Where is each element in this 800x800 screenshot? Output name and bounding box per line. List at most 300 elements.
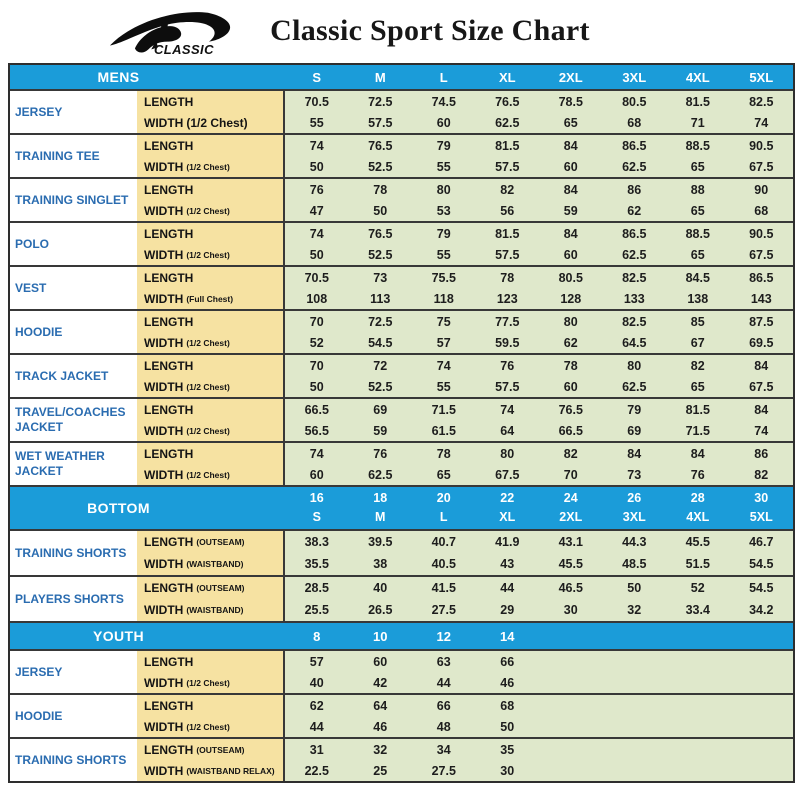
brand-wordmark: CLASSIC (154, 42, 214, 57)
product-group (10, 529, 793, 575)
size-value: 50 (476, 716, 540, 737)
size-column-header: S (312, 69, 322, 85)
size-column-header: 18 M (373, 491, 388, 524)
size-value: 52.5 (349, 376, 413, 397)
size-value: 67.5 (730, 376, 794, 397)
size-value: 63 (412, 651, 476, 672)
size-value: 44 (412, 672, 476, 693)
size-column-header: 28 4XL (686, 491, 710, 524)
size-value: 82.5 (603, 267, 667, 288)
size-value: 73 (349, 267, 413, 288)
size-column-header: 24 2XL (559, 491, 583, 524)
size-value: 55 (412, 244, 476, 265)
size-value: 143 (730, 288, 794, 309)
size-value (539, 739, 603, 760)
product-name: VEST (15, 280, 47, 295)
size-value: 80 (603, 355, 667, 376)
measure-label: WIDTH (WAISTBAND) (137, 553, 285, 575)
size-value (666, 760, 730, 781)
size-value: 84 (666, 443, 730, 464)
size-value: 46.5 (539, 577, 603, 599)
size-column-header: 30 5XL (749, 491, 773, 524)
size-value (666, 695, 730, 716)
size-value: 72.5 (349, 91, 413, 112)
size-value: 66 (476, 651, 540, 672)
measure-label: LENGTH (137, 179, 285, 200)
size-value: 65 (666, 156, 730, 177)
measure-label: LENGTH (137, 267, 285, 288)
size-column-header: 20 L (436, 491, 451, 524)
size-value: 74 (285, 135, 349, 156)
size-value: 55 (412, 376, 476, 397)
size-value: 41.5 (412, 577, 476, 599)
size-value: 54.5 (730, 577, 794, 599)
size-value: 59.5 (476, 332, 540, 353)
size-value: 62.5 (603, 244, 667, 265)
size-value: 76.5 (476, 91, 540, 112)
measure-label: LENGTH (OUTSEAM) (137, 577, 285, 599)
size-column-header: 26 3XL (622, 491, 646, 524)
size-value: 57 (285, 651, 349, 672)
size-value (666, 651, 730, 672)
size-value: 113 (349, 288, 413, 309)
size-value: 81.5 (476, 135, 540, 156)
size-value: 70.5 (285, 91, 349, 112)
size-value: 79 (603, 399, 667, 420)
size-value: 50 (285, 376, 349, 397)
product-group (10, 575, 793, 621)
size-value: 44 (285, 716, 349, 737)
product-group (10, 693, 793, 737)
size-column-header: 22 XL (499, 491, 516, 524)
size-value: 35 (476, 739, 540, 760)
measure-label: WIDTH (1/2 Chest) (137, 716, 285, 737)
size-value: 62 (285, 695, 349, 716)
size-value: 57.5 (476, 376, 540, 397)
size-value (666, 716, 730, 737)
size-value: 42 (349, 672, 413, 693)
product-group (10, 89, 793, 133)
size-value: 84 (539, 135, 603, 156)
size-column-header: XL (498, 69, 516, 85)
size-value: 138 (666, 288, 730, 309)
size-value (666, 672, 730, 693)
size-value: 43 (476, 553, 540, 575)
size-value: 76 (349, 443, 413, 464)
size-value: 128 (539, 288, 603, 309)
size-value: 76 (476, 355, 540, 376)
size-value: 76.5 (349, 135, 413, 156)
size-value: 54.5 (349, 332, 413, 353)
size-value: 30 (476, 760, 540, 781)
size-value: 27.5 (412, 760, 476, 781)
size-value (730, 672, 794, 693)
product-group (10, 133, 793, 177)
size-value: 31 (285, 739, 349, 760)
size-value: 25.5 (285, 599, 349, 621)
size-value: 52.5 (349, 156, 413, 177)
measure-label: LENGTH (137, 355, 285, 376)
size-value: 70 (539, 464, 603, 485)
size-value (539, 672, 603, 693)
size-value: 40 (285, 672, 349, 693)
size-value: 77.5 (476, 311, 540, 332)
size-value: 61.5 (412, 420, 476, 441)
measure-label: LENGTH (137, 695, 285, 716)
section-title-youth: YOUTH (93, 628, 144, 644)
section-title-mens: MENS (97, 69, 140, 85)
size-value: 62.5 (349, 464, 413, 485)
size-value: 84 (603, 443, 667, 464)
size-value: 68 (476, 695, 540, 716)
size-value: 71 (666, 112, 730, 133)
size-value: 52 (285, 332, 349, 353)
size-value: 54.5 (730, 553, 794, 575)
size-value: 51.5 (666, 553, 730, 575)
size-value: 82 (730, 464, 794, 485)
size-value: 90.5 (730, 223, 794, 244)
size-value: 70 (285, 355, 349, 376)
product-group (10, 221, 793, 265)
size-value: 69.5 (730, 332, 794, 353)
size-column-header (603, 623, 667, 649)
size-value: 60 (285, 464, 349, 485)
size-value: 25 (349, 760, 413, 781)
size-value: 74 (412, 355, 476, 376)
size-value: 78.5 (539, 91, 603, 112)
size-value: 71.5 (412, 399, 476, 420)
size-value: 67.5 (730, 156, 794, 177)
size-value: 78 (349, 179, 413, 200)
size-value: 40.7 (412, 531, 476, 553)
size-value: 35.5 (285, 553, 349, 575)
size-value: 57.5 (349, 112, 413, 133)
size-column-header: 3XL (622, 69, 647, 85)
size-value: 62.5 (476, 112, 540, 133)
product-name: JERSEY (15, 104, 63, 119)
size-column-header: 14 (500, 628, 515, 644)
measure-label: WIDTH (1/2 Chest) (137, 200, 285, 221)
size-value: 78 (476, 267, 540, 288)
measure-label: LENGTH (137, 651, 285, 672)
size-value: 88 (666, 179, 730, 200)
size-value: 80 (412, 179, 476, 200)
size-value: 34 (412, 739, 476, 760)
size-value: 39.5 (349, 531, 413, 553)
masthead (0, 0, 800, 63)
size-value: 86.5 (730, 267, 794, 288)
product-group (10, 265, 793, 309)
size-value: 74 (730, 420, 794, 441)
size-value: 52 (666, 577, 730, 599)
size-column-header: 5XL (749, 69, 774, 85)
size-value: 66.5 (539, 420, 603, 441)
size-value: 50 (603, 577, 667, 599)
product-name: HOODIE (15, 708, 63, 723)
size-column-header: 12 (436, 628, 451, 644)
size-value (730, 651, 794, 672)
product-name: TRAINING SHORTS (15, 752, 127, 767)
product-name: PLAYERS SHORTS (15, 591, 124, 606)
size-value: 30 (539, 599, 603, 621)
size-value: 82.5 (730, 91, 794, 112)
size-value: 40.5 (412, 553, 476, 575)
size-value: 62.5 (603, 376, 667, 397)
size-value: 56.5 (285, 420, 349, 441)
size-value: 48.5 (603, 553, 667, 575)
size-value (730, 695, 794, 716)
size-column-header: 16 S (309, 491, 324, 524)
size-value: 74 (476, 399, 540, 420)
size-column-header: 4XL (685, 69, 710, 85)
product-name: POLO (15, 236, 50, 251)
size-value: 53 (412, 200, 476, 221)
size-value: 76.5 (539, 399, 603, 420)
size-value: 44 (476, 577, 540, 599)
size-value: 133 (603, 288, 667, 309)
size-value: 33.4 (666, 599, 730, 621)
size-column-header: 2XL (558, 69, 583, 85)
size-value: 74 (285, 443, 349, 464)
product-group (10, 737, 793, 781)
size-value (603, 651, 667, 672)
size-value: 70.5 (285, 267, 349, 288)
size-value: 65 (412, 464, 476, 485)
size-value: 60 (412, 112, 476, 133)
size-value: 80 (476, 443, 540, 464)
size-value: 80.5 (603, 91, 667, 112)
product-name: TRAVEL/COACHES JACKET (15, 405, 126, 434)
size-value: 108 (285, 288, 349, 309)
size-value: 59 (539, 200, 603, 221)
section-header-youth (10, 621, 793, 649)
size-value: 38.3 (285, 531, 349, 553)
size-value (539, 695, 603, 716)
size-value: 45.5 (666, 531, 730, 553)
size-value (603, 672, 667, 693)
size-value: 78 (412, 443, 476, 464)
size-column-header (539, 623, 603, 649)
size-value: 86.5 (603, 223, 667, 244)
size-value: 68 (730, 200, 794, 221)
size-value: 71.5 (666, 420, 730, 441)
size-value (603, 739, 667, 760)
size-value: 28.5 (285, 577, 349, 599)
size-value: 34.2 (730, 599, 794, 621)
size-value: 46.7 (730, 531, 794, 553)
page-title: Classic Sport Size Chart (270, 14, 590, 47)
size-value: 69 (603, 420, 667, 441)
section-header-mens (10, 65, 793, 89)
size-value (539, 760, 603, 781)
size-value: 50 (285, 244, 349, 265)
size-value: 64.5 (603, 332, 667, 353)
size-column-header: 10 (373, 628, 388, 644)
size-value: 88.5 (666, 223, 730, 244)
size-value: 67.5 (730, 244, 794, 265)
size-value: 67.5 (476, 464, 540, 485)
size-value (730, 739, 794, 760)
product-name: TRAINING SINGLET (15, 192, 129, 207)
size-value: 64 (349, 695, 413, 716)
size-value: 44.3 (603, 531, 667, 553)
size-value: 84 (539, 179, 603, 200)
size-value: 26.5 (349, 599, 413, 621)
measure-label: LENGTH (137, 135, 285, 156)
size-value: 60 (539, 156, 603, 177)
size-value: 82 (666, 355, 730, 376)
size-value (730, 760, 794, 781)
product-group (10, 397, 793, 441)
size-value: 72 (349, 355, 413, 376)
size-value: 62.5 (603, 156, 667, 177)
size-value: 47 (285, 200, 349, 221)
size-value: 65 (666, 244, 730, 265)
size-value: 123 (476, 288, 540, 309)
size-value: 76 (285, 179, 349, 200)
size-value: 57.5 (476, 244, 540, 265)
size-value: 68 (603, 112, 667, 133)
size-value: 64 (476, 420, 540, 441)
size-value: 62 (539, 332, 603, 353)
measure-label: WIDTH (1/2 Chest) (137, 464, 285, 485)
size-value: 48 (412, 716, 476, 737)
size-value: 74 (730, 112, 794, 133)
size-column-header (666, 623, 730, 649)
size-value: 56 (476, 200, 540, 221)
size-value: 60 (539, 244, 603, 265)
size-value: 46 (476, 672, 540, 693)
size-value (539, 716, 603, 737)
size-value: 74.5 (412, 91, 476, 112)
size-value: 86 (603, 179, 667, 200)
size-value: 84 (730, 399, 794, 420)
product-group (10, 649, 793, 693)
size-column-header: M (374, 69, 386, 85)
size-value: 88.5 (666, 135, 730, 156)
product-name: TRAINING TEE (15, 148, 100, 163)
size-value: 76 (666, 464, 730, 485)
size-value: 38 (349, 553, 413, 575)
size-value: 80 (539, 311, 603, 332)
size-value: 90.5 (730, 135, 794, 156)
size-value: 40 (349, 577, 413, 599)
size-value: 29 (476, 599, 540, 621)
measure-label: WIDTH (WAISTBAND) (137, 599, 285, 621)
size-value: 66 (412, 695, 476, 716)
product-name: WET WEATHER JACKET (15, 449, 105, 478)
size-value: 22.5 (285, 760, 349, 781)
size-value (666, 739, 730, 760)
size-value: 32 (349, 739, 413, 760)
size-value: 55 (412, 156, 476, 177)
product-group (10, 177, 793, 221)
size-value (539, 651, 603, 672)
size-value (603, 695, 667, 716)
product-name: JERSEY (15, 664, 63, 679)
size-value: 82 (539, 443, 603, 464)
measure-label: WIDTH (1/2 Chest) (137, 156, 285, 177)
size-value: 72.5 (349, 311, 413, 332)
size-value: 67 (666, 332, 730, 353)
size-value: 55 (285, 112, 349, 133)
size-value: 50 (285, 156, 349, 177)
measure-label: WIDTH (1/2 Chest) (137, 376, 285, 397)
size-value (603, 760, 667, 781)
size-value: 27.5 (412, 599, 476, 621)
size-value: 59 (349, 420, 413, 441)
measure-label: WIDTH (WAISTBAND RELAX) (137, 760, 285, 781)
measure-label: LENGTH (137, 311, 285, 332)
measure-label: WIDTH (1/2 Chest) (137, 244, 285, 265)
measure-label: WIDTH (1/2 Chest) (137, 332, 285, 353)
size-value: 87.5 (730, 311, 794, 332)
size-value: 75.5 (412, 267, 476, 288)
product-group (10, 353, 793, 397)
section-title-bottom: BOTTOM (87, 500, 150, 516)
product-group (10, 441, 793, 485)
product-name: TRAINING SHORTS (15, 545, 127, 560)
size-value: 60 (539, 376, 603, 397)
size-value: 65 (666, 376, 730, 397)
size-value: 76.5 (349, 223, 413, 244)
size-value: 52.5 (349, 244, 413, 265)
size-value: 84 (539, 223, 603, 244)
measure-label: LENGTH (OUTSEAM) (137, 739, 285, 760)
size-value: 81.5 (476, 223, 540, 244)
size-value: 65 (539, 112, 603, 133)
size-column-header (730, 623, 794, 649)
product-name: TRACK JACKET (15, 368, 109, 383)
measure-label: WIDTH (Full Chest) (137, 288, 285, 309)
size-value: 60 (349, 651, 413, 672)
size-value: 43.1 (539, 531, 603, 553)
size-value: 50 (349, 200, 413, 221)
measure-label: LENGTH (137, 223, 285, 244)
size-value: 90 (730, 179, 794, 200)
size-value: 79 (412, 135, 476, 156)
size-value: 57.5 (476, 156, 540, 177)
size-value: 85 (666, 311, 730, 332)
size-value: 41.9 (476, 531, 540, 553)
size-value: 81.5 (666, 399, 730, 420)
measure-label: WIDTH (1/2 Chest) (137, 112, 285, 133)
size-value: 66.5 (285, 399, 349, 420)
size-value (603, 716, 667, 737)
size-value: 86.5 (603, 135, 667, 156)
section-header-bottom (10, 485, 793, 529)
size-column-header: 8 (313, 628, 321, 644)
measure-label: WIDTH (1/2 Chest) (137, 672, 285, 693)
size-value: 65 (666, 200, 730, 221)
size-value: 81.5 (666, 91, 730, 112)
size-value: 57 (412, 332, 476, 353)
measure-label: LENGTH (137, 91, 285, 112)
size-value (730, 716, 794, 737)
size-value: 74 (285, 223, 349, 244)
size-value: 70 (285, 311, 349, 332)
size-value: 86 (730, 443, 794, 464)
size-value: 46 (349, 716, 413, 737)
size-value: 62 (603, 200, 667, 221)
size-value: 118 (412, 288, 476, 309)
size-value: 78 (539, 355, 603, 376)
measure-label: LENGTH (137, 399, 285, 420)
product-name: HOODIE (15, 324, 63, 339)
size-value: 80.5 (539, 267, 603, 288)
size-value: 82.5 (603, 311, 667, 332)
size-value: 79 (412, 223, 476, 244)
